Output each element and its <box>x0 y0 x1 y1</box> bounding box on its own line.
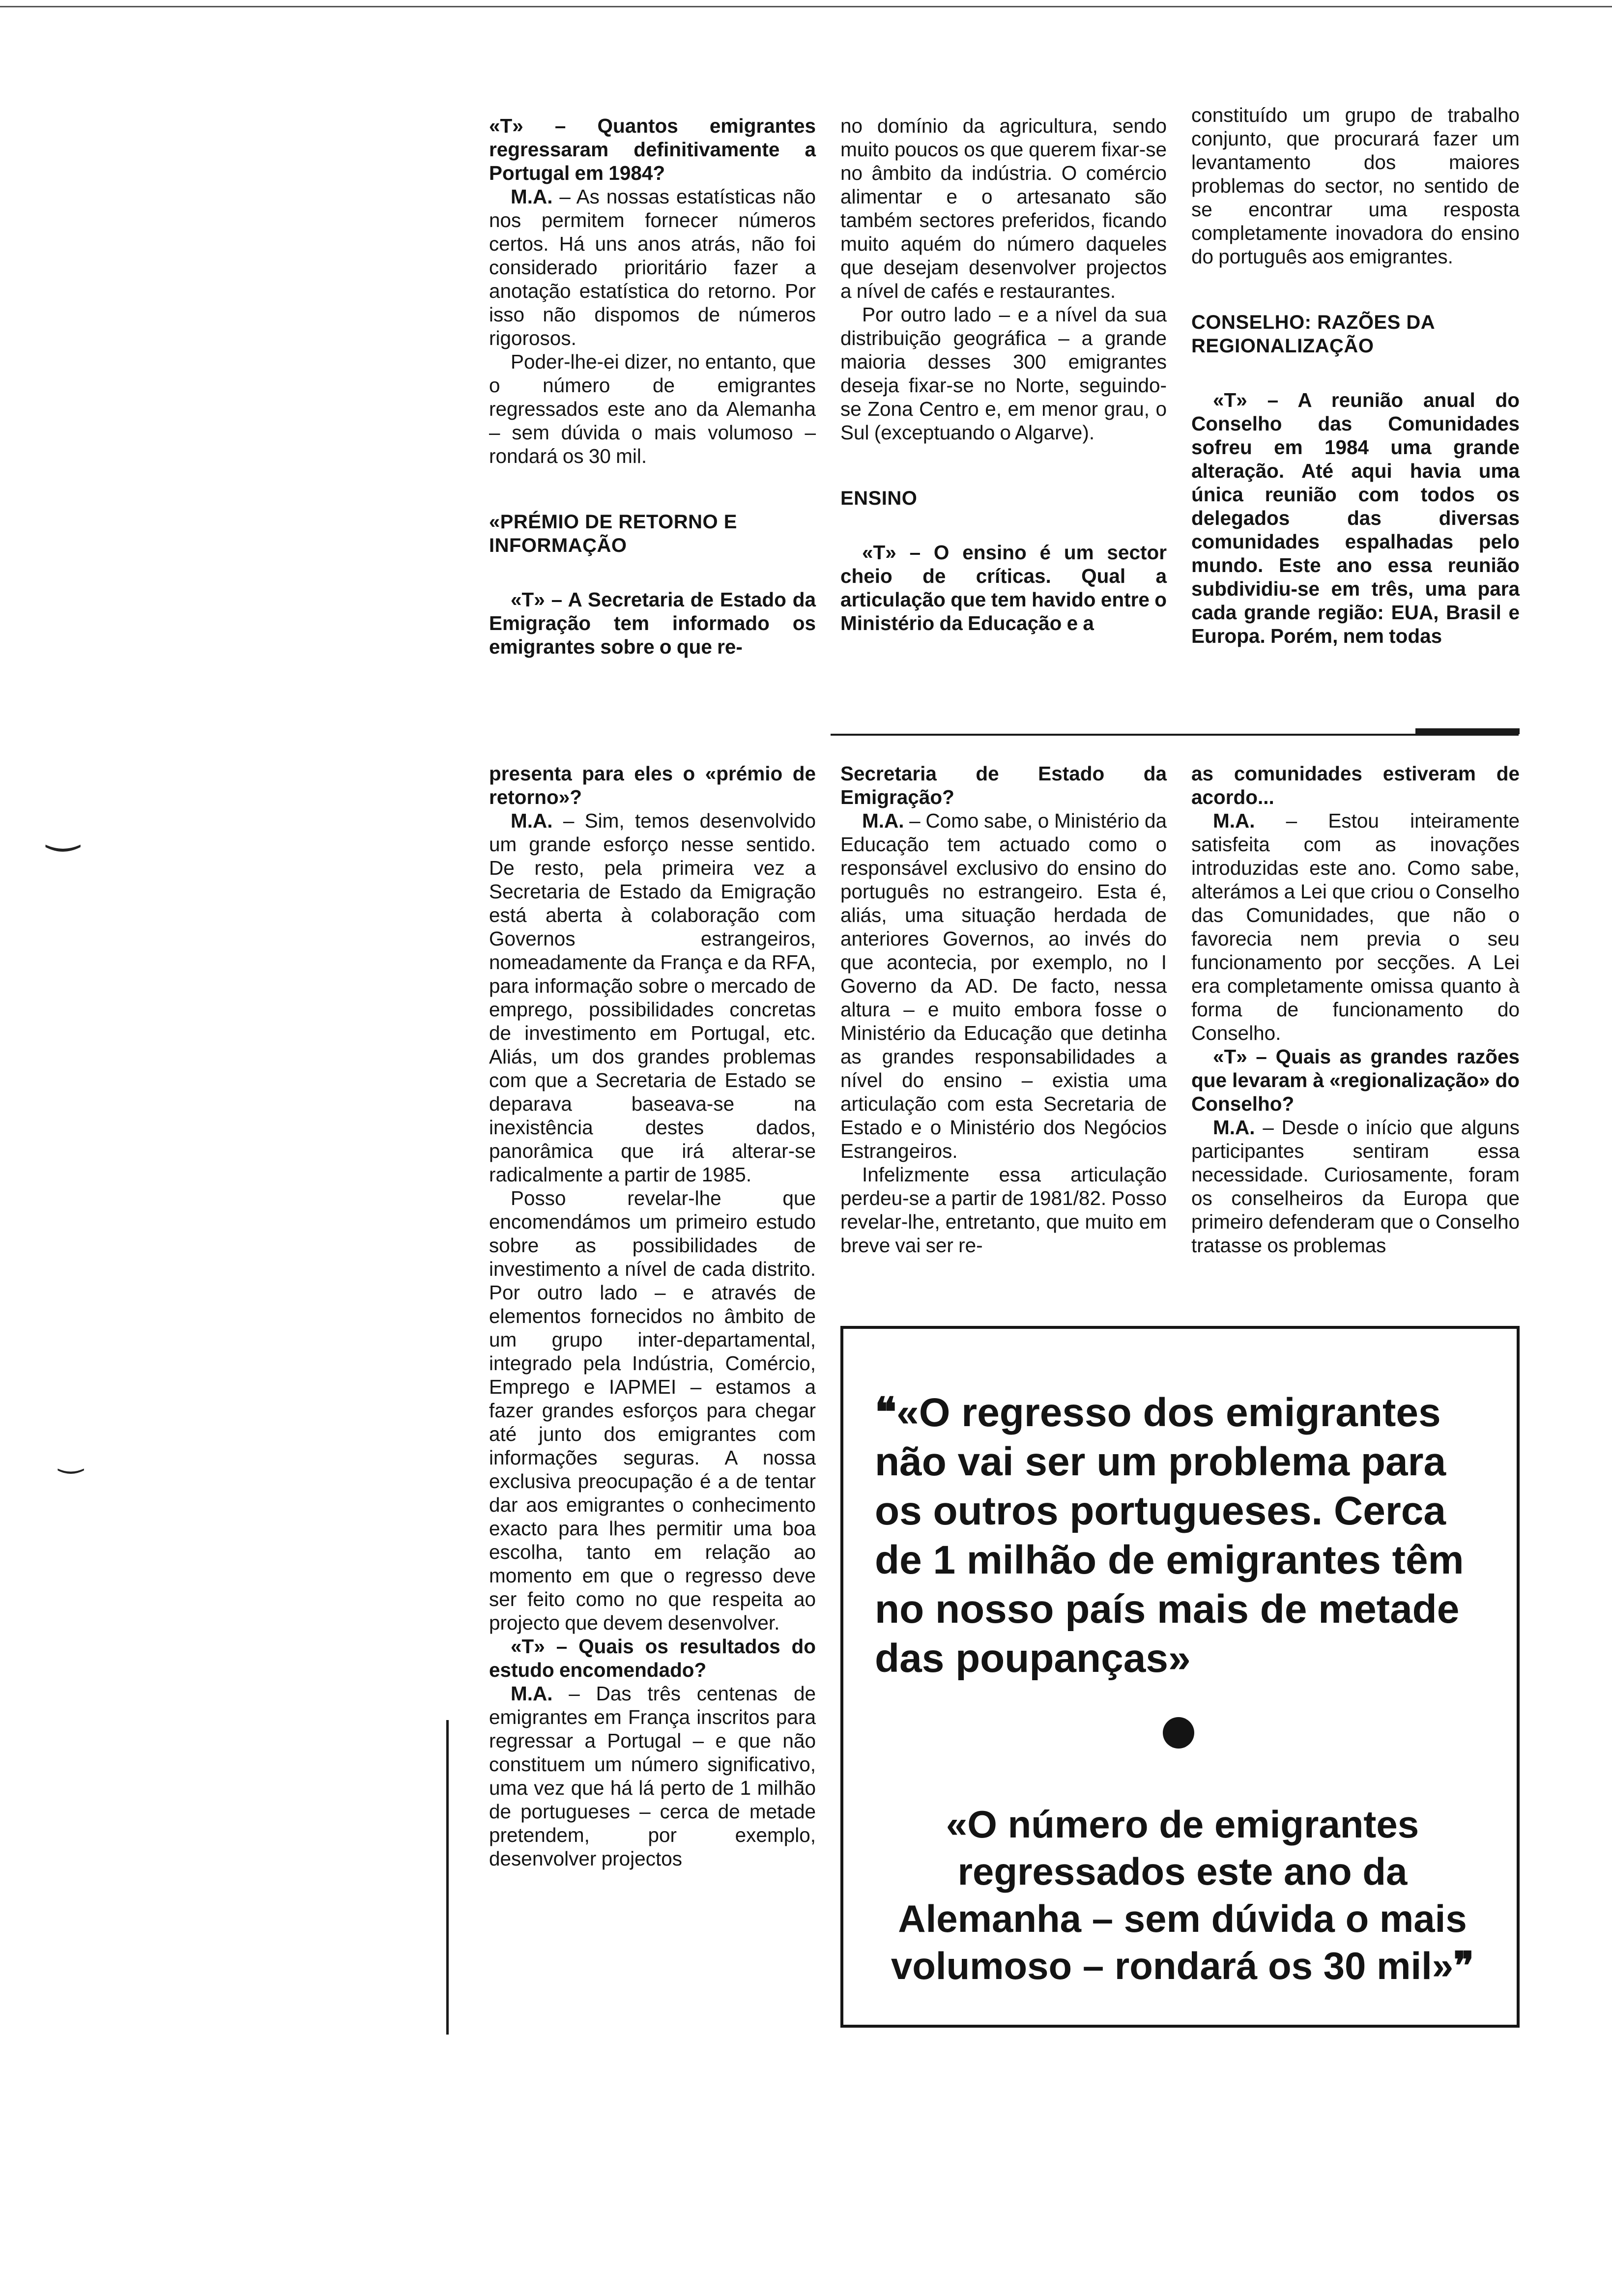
page-edge-line <box>0 6 1612 7</box>
answer-paragraph-2: Infelizmente essa articulação perdeu-se a partir de 1981/82. Posso revelar-lhe, entretanto, que muito em breve vai ser re- <box>840 1163 1167 1257</box>
speaker-label: M.A. <box>511 185 553 208</box>
pull-quote-1-text: «O regresso dos emigrantes não vai ser um problema para os outros portugueses. Cerca de 1 milhão de emigrantes têm no nosso país mais de metade das poupanças» <box>875 1390 1464 1681</box>
question-study: «T» – Quais os resultados do estudo encomendado? <box>489 1635 816 1681</box>
question-ensino: «T» – O ensino é um sector cheio de críticas. Qual a articulação que tem havido entre o Ministério da Educação e a <box>840 541 1167 634</box>
col3-bottom <box>1191 762 1520 1257</box>
section-heading-premio: «PRÉMIO DE RETORNO E INFORMAÇÃO <box>489 511 737 556</box>
body-paragraph: no domínio da agricultura, sendo muito poucos os que querem fixar-se no âmbito da indústria. O comércio alimentar e o artesanato são também sectores preferidos, ficando muito aquém do número daqueles que desejam desenvolver projectos a nível de cafés e restaurantes. <box>840 115 1167 302</box>
speaker-label: M.A. <box>1213 1116 1255 1139</box>
pull-quote-2 <box>863 1801 1502 1990</box>
answer-paragraph <box>489 809 816 1186</box>
answer-paragraph <box>489 185 816 350</box>
section-heading-ensino: ENSINO <box>840 488 918 509</box>
question-information: «T» – A Secretaria de Estado da Emigração tem informado os emigrantes sobre o que re- <box>489 588 816 658</box>
question-continuation: Secretaria de Estado da Emigração? <box>840 762 1167 808</box>
pull-quote-2-text: «O número de emigrantes regressados este ano da Alemanha – sem dúvida o mais volumoso – rondará os 30 mil» <box>891 1803 1467 1987</box>
speaker-label: M.A. <box>862 809 904 832</box>
col1-top <box>489 114 816 659</box>
binding-mark-icon: ‿ <box>59 1440 83 1474</box>
binding-mark-icon: ‿ <box>47 806 79 852</box>
col2-bottom <box>840 762 1167 1257</box>
column-rule <box>446 1720 449 2035</box>
answer-text: – Das três centenas de emigrantes em França inscritos para regressar a Portugal – e que não constituem um número significativo, uma vez que há lá perto de 1 milhão de portugueses – cerca de metade pretendem, por exemplo, desenvolver projectos <box>489 1682 816 1870</box>
answer-text: – Sim, temos desenvolvido um grande esforço nesse sentido. De resto, pela primeira vez a Secretaria de Estado da Emigração está aberta à colaboração com Governos estrangeiros, nomeadamente da França e da RFA, para informação sobre o mercado de emprego, possibilidades concretas de investimento em Portugal, etc. Aliás, um dos grandes problemas com que a Secretaria de Estado se deparava baseava-se na inexistência destes dados, panorâmica que irá alterar-se radicalmente a partir de 1985. <box>489 809 816 1186</box>
open-quote-icon: ❝ <box>875 1389 897 1436</box>
body-paragraph: constituído um grupo de trabalho conjunto, que procurará fazer um levantamento dos maiores problemas do sector, no sentido de se encontrar uma resposta completamente inovadora do ensino do português aos emigrantes. <box>1191 104 1520 268</box>
close-quote-icon: ❞ <box>1453 1944 1474 1988</box>
pull-quote-1 <box>875 1388 1494 1683</box>
answer-text: – Estou inteiramente satisfeita com as inovações introduzidas este ano. Como sabe, alterámos a Lei que criou o Conselho das Comunidades, que não o favorecia nem previa o seu funcionamento por secções. A Lei era completamente omissa quanto à forma de funcionamento do Conselho. <box>1191 809 1520 1044</box>
answer-paragraph-3 <box>489 1682 816 1870</box>
separator-dot-icon <box>1163 1717 1194 1749</box>
answer-paragraph-2: Posso revelar-lhe que encomendámos um primeiro estudo sobre as possibilidades de investimento a nível de cada distrito. Por outro lado – e através de elementos fornecidos no âmbito de um grupo inter-departamental, integrado pela Indústria, Comércio, Emprego e IAPMEI – estamos a fazer grandes esforços para chegar até junto dos emigrantes com informações seguras. A nossa exclusiva preocupação é a de tentar dar aos emigrantes o conhecimento exacto para lhes permitir uma boa escolha, tanto em relação ao momento em que o regresso deve ser feito como no que respeita ao projecto que devem desenvolver. <box>489 1187 816 1634</box>
speaker-label: M.A. <box>511 1682 553 1705</box>
answer-paragraph <box>840 809 1167 1163</box>
question-return-count: «T» – Quantos emigrantes regressaram definitivamente a Portugal em 1984? <box>489 115 816 184</box>
answer-text: – As nossas estatísticas não nos permitem fornecer números certos. Há uns anos atrás, não foi considerado prioritário fazer a anotação estatística do retorno. Por isso não dispomos de números rigorosos. <box>489 185 816 349</box>
speaker-label: M.A. <box>1213 809 1255 832</box>
col3-top <box>1191 103 1520 648</box>
section-heading-conselho: CONSELHO: RAZÕES DA REGIONALIZAÇÃO <box>1191 312 1435 357</box>
col2-top <box>840 114 1167 635</box>
answer-paragraph-2: Poder-lhe-ei dizer, no entanto, que o número de emigrantes regressados este ano da Alemanha – sem dúvida o mais volumoso – rondará os 30 mil. <box>489 350 816 467</box>
pull-quote-box <box>840 1326 1520 2028</box>
question-regionalization: «T» – Quais as grandes razões que levaram à «regionalização» do Conselho? <box>1191 1045 1520 1115</box>
speaker-label: M.A. <box>511 809 553 832</box>
answer-text: – Como sabe, o Ministério da Educação tem actuado como o responsável exclusivo do ensino do português no estrangeiro. Esta é, aliás, uma situação herdada de anteriores Governos, ao invés do que acontecia, por exemplo, no I Governo da AD. De facto, nessa altura – e muito embora fosse o Ministério da Educação que detinha as grandes responsabilidades a nível do ensino – existia uma articulação com esta Secretaria de Estado e o Ministério dos Negócios Estrangeiros. <box>840 809 1167 1162</box>
body-paragraph-2: Por outro lado – e a nível da sua distribuição geográfica – a grande maioria desses 300 emigrantes deseja fixar-se no Norte, seguindo-se Zona Centro e, em menor grau, o Sul (exceptuando o Algarve). <box>840 303 1167 444</box>
answer-paragraph-2 <box>1191 1116 1520 1257</box>
question-continuation: as comunidades estiveram de acordo... <box>1191 762 1520 808</box>
col1-bottom <box>489 762 816 1870</box>
answer-text: – Desde o início que alguns participantes sentiram essa necessidade. Curiosamente, foram os conselheiros da Europa que primeiro defenderam que o Conselho tratasse os problemas <box>1191 1116 1520 1257</box>
question-conselho: «T» – A reunião anual do Conselho das Comunidades sofreu em 1984 uma grande alteração. Até aqui havia uma única reunião com todos os delegados das diversas comunidades espalhadas pelo mundo. Este ano essa reunião subdividiu-se em três, uma para cada grande região: EUA, Brasil e Europa. Porém, nem todas <box>1191 389 1520 647</box>
question-continuation: presenta para eles o «prémio de retorno»? <box>489 762 816 808</box>
answer-paragraph <box>1191 809 1520 1045</box>
section-divider-heavy <box>1415 728 1520 734</box>
